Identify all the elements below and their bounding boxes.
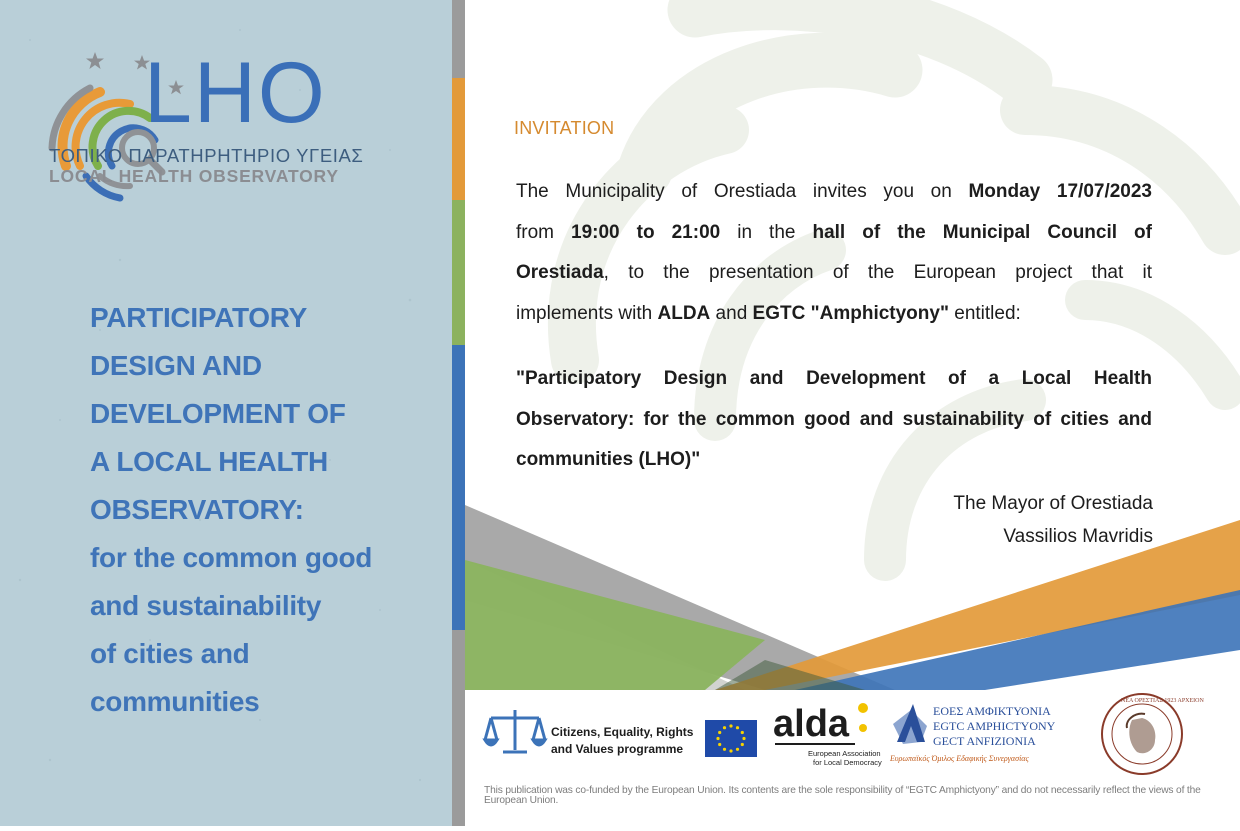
partner-egtc: EGTC "Amphictyony"	[752, 302, 949, 324]
sidebar-title-line: OBSERVATORY:	[90, 494, 304, 525]
body-text: and	[710, 302, 753, 324]
sidebar-title-line: DESIGN AND	[90, 350, 262, 381]
alda-subtitle-1: European Association	[808, 749, 881, 758]
body-line	[516, 253, 1152, 294]
sidebar-title-line: PARTICIPATORY	[90, 302, 307, 333]
body-line	[516, 294, 1152, 335]
eu-disclaimer: This publication was co-funded by the European Union. Its contents are the sole responsibility of “EGTC Amphictyony” and do not necessarily reflect the views of the European Union.	[484, 785, 1201, 806]
logo-title: LHO	[144, 45, 327, 141]
egtc-name-greek: ΕΟΕΣ ΑΜΦΙΚΤΥΟΝΙΑ	[933, 704, 1051, 718]
body-text: The Municipality of Orestiada invites you on	[516, 181, 969, 202]
body-text: entitled:	[948, 302, 1021, 324]
project-title-sidebar	[90, 294, 430, 726]
alda-star-icon	[858, 703, 868, 732]
cerv-label-line2: and Values programme	[551, 742, 684, 756]
sidebar-title-line: DEVELOPMENT OF	[90, 398, 346, 429]
municipality-seal-icon	[1102, 694, 1182, 774]
signature-role: The Mayor of Orestiada	[953, 493, 1153, 514]
body-line	[516, 213, 1152, 254]
event-date: Monday 17/07/2023	[968, 181, 1152, 202]
logo-subtitle-greek: ΤΟΠΙΚΟ ΠΑΡΑΤΗΡΗΤΗΡΙΟ ΥΓΕΙΑΣ	[49, 145, 364, 166]
sidebar-title-line: and sustainability	[90, 590, 322, 621]
sidebar-title-line: A LOCAL HEALTH	[90, 446, 328, 477]
signature-name: Vassilios Mavridis	[1003, 526, 1153, 547]
event-venue: hall of the Municipal Council of	[812, 221, 1152, 243]
divider-strip-green	[452, 200, 465, 345]
divider-strip-blue	[452, 345, 465, 630]
sidebar-title-line: communities	[90, 686, 260, 717]
seal-text: ΝΕΑ ΟΡΕΣΤΙΑΣ 1923 ΑΡΧΕΙΟΝ	[1121, 698, 1204, 704]
sidebar-title-line: of cities and	[90, 638, 250, 669]
invitation-label: INVITATION	[514, 118, 615, 138]
project-title-line: "Participatory Design and Development of a Local Health	[516, 368, 1152, 389]
body-text: in the	[720, 221, 813, 243]
event-time: 19:00 to 21:00	[571, 221, 721, 243]
egtc-tagline: Ευρωπαϊκός Όμιλος Εδαφικής Συνεργασίας	[890, 754, 1029, 763]
eu-flag-icon	[705, 720, 757, 757]
decorative-background	[465, 0, 1240, 690]
project-title-line: Observatory: for the common good and sustainability of cities and	[516, 408, 1152, 430]
invitation-body	[516, 172, 1152, 334]
egtc-name-english: EGTC AMPHICTYONY	[933, 719, 1056, 733]
project-title-main	[516, 358, 1152, 480]
scales-icon	[485, 710, 545, 752]
alda-logo-word: alda	[773, 703, 850, 745]
project-title-line: communities (LHO)"	[516, 449, 701, 470]
body-line	[516, 172, 1152, 213]
sidebar-title-line: for the common good	[90, 542, 373, 573]
cerv-label-line1: Citizens, Equality, Rights	[551, 725, 694, 739]
logo-subtitle-english: LOCAL HEALTH OBSERVATORY	[49, 166, 339, 186]
body-text: , to the presentation of the European project that it	[603, 262, 1152, 283]
signature-block	[953, 487, 1153, 553]
event-venue-city: Orestiada	[516, 262, 604, 283]
egtc-map-icon	[893, 704, 927, 744]
egtc-name-french: GECT ANFIZIONIA	[933, 734, 1036, 748]
body-text: from	[516, 221, 572, 243]
divider-strip-orange	[452, 78, 465, 200]
body-text: implements with	[516, 302, 658, 324]
alda-subtitle-2: for Local Democracy	[813, 758, 882, 767]
partner-alda: ALDA	[657, 302, 711, 324]
left-panel	[0, 0, 452, 826]
